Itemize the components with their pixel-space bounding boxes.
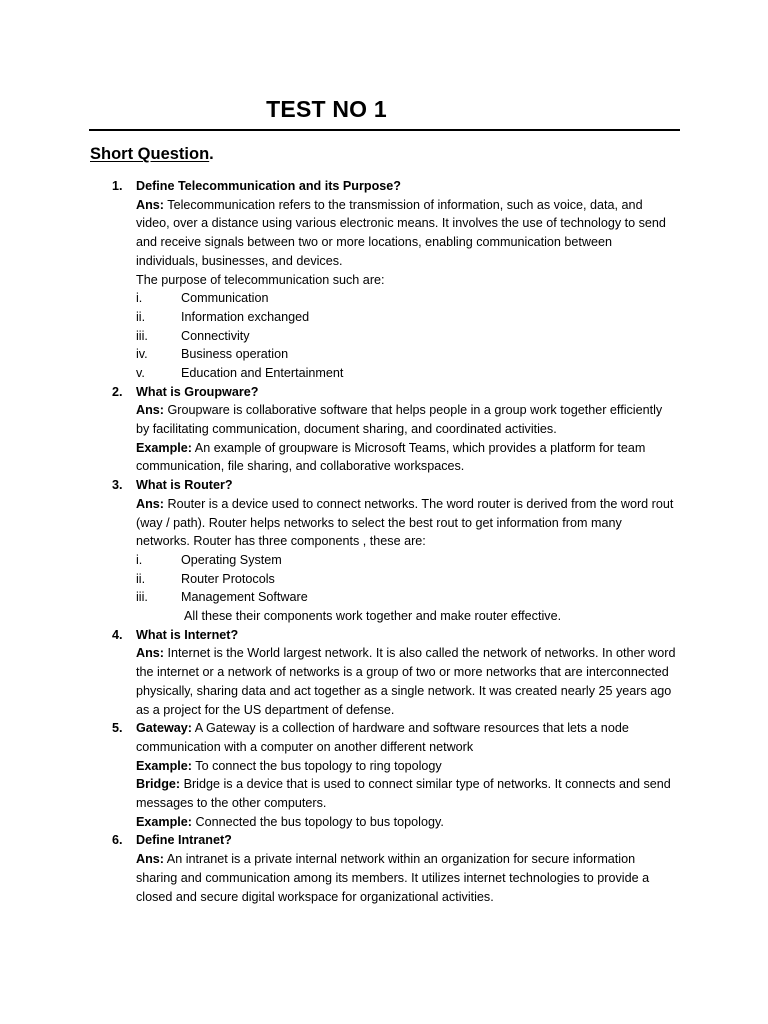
answer-label: Ans: xyxy=(136,496,164,511)
bridge-label: Bridge: xyxy=(136,777,181,792)
list-item xyxy=(112,588,677,607)
list-item xyxy=(112,364,677,383)
list-text: Router Protocols xyxy=(181,571,275,586)
question-title: Define Intranet? xyxy=(136,833,232,848)
question-title-text: A Gateway is a collection of hardware and software resources that lets a node communication with a computer on another different network xyxy=(136,721,629,754)
list-numeral: iv. xyxy=(136,347,148,362)
list-item xyxy=(112,308,677,327)
list-text: Communication xyxy=(181,291,269,306)
question-3 xyxy=(112,476,677,626)
example xyxy=(112,439,677,476)
list-item xyxy=(112,551,677,570)
example-text: Connected the bus topology to bus topology. xyxy=(192,814,444,829)
question-2 xyxy=(112,383,677,477)
list-numeral: ii. xyxy=(136,309,146,324)
answer xyxy=(112,850,677,906)
list-numeral: i. xyxy=(136,291,143,306)
list-item xyxy=(112,289,677,308)
answer-text: Telecommunication refers to the transmission of information, such as voice, data, and video, over a distance using various electronic means. It involves the use of technology to send and receive signals between two or more locations, enabling communication between individuals, businesses, and devices. xyxy=(136,197,666,268)
answer-label: Ans: xyxy=(136,403,164,418)
page-title: TEST NO 1 xyxy=(266,96,387,122)
question-title: Gateway: xyxy=(136,721,192,736)
answer-text: Router is a device used to connect networks. The word router is derived from the word rout (way / path). Router helps networks to select the best rout to get information from many networks. Router has three components , these are: xyxy=(136,496,674,549)
answer xyxy=(112,401,677,438)
question-list xyxy=(112,177,677,906)
question-number: 1. xyxy=(112,179,123,193)
bridge-text: Bridge is a device that is used to connect similar type of networks. It connects and send messages to the other computers. xyxy=(136,777,671,811)
question-title: What is Internet? xyxy=(136,627,239,642)
question-4 xyxy=(112,626,677,720)
list-numeral: v. xyxy=(136,365,145,380)
example-text: To connect the bus topology to ring topology xyxy=(192,758,442,773)
example-label: Example: xyxy=(136,814,192,829)
question-number: 6. xyxy=(112,833,123,848)
list-numeral: i. xyxy=(136,552,143,567)
list-numeral: ii. xyxy=(136,571,146,586)
example-label: Example: xyxy=(136,440,192,455)
list-text: Business operation xyxy=(181,347,289,362)
question-title: What is Router? xyxy=(136,478,233,493)
answer-label: Ans: xyxy=(136,646,164,661)
answer xyxy=(112,196,677,271)
list-text: Information exchanged xyxy=(181,309,310,324)
question-title: Define Telecommunication and its Purpose? xyxy=(136,179,401,193)
list-intro: The purpose of telecommunication such are: xyxy=(136,272,385,287)
answer xyxy=(112,495,677,551)
example-label: Example: xyxy=(136,758,192,773)
question-number: 5. xyxy=(112,721,123,736)
answer-text: Internet is the World largest network. It is also called the network of networks. In other word the internet or a network of networks is a group of two or more networks that are interconnected physically, sharing data and act together as a single network. It was created nearly 25 years ago as a project for the US department of defense. xyxy=(136,646,676,717)
title-divider xyxy=(89,129,680,131)
section-heading-text: Short Question xyxy=(90,145,210,163)
list-text: Education and Entertainment xyxy=(181,365,344,380)
list-item xyxy=(112,327,677,346)
list-text: Management Software xyxy=(181,590,308,605)
example xyxy=(112,757,677,776)
example xyxy=(112,813,677,832)
list-text: Connectivity xyxy=(181,328,250,343)
bridge-definition xyxy=(112,775,677,812)
question-title: What is Groupware? xyxy=(136,384,259,399)
question-number: 2. xyxy=(112,384,123,399)
list-item xyxy=(112,345,677,364)
question-5 xyxy=(112,719,677,831)
answer xyxy=(112,644,677,719)
example-text: An example of groupware is Microsoft Teams, which provides a platform for team communication, file sharing, and collaborative workspaces. xyxy=(136,440,646,474)
list-item xyxy=(112,570,677,589)
list-numeral: iii. xyxy=(136,590,148,605)
answer-label: Ans: xyxy=(136,852,164,867)
question-1 xyxy=(112,177,677,383)
section-heading-period: . xyxy=(209,145,214,163)
answer-text: An intranet is a private internal network within an organization for secure information sharing and communication among its members. It utilizes internet technologies to provide a closed and secure digital workspace for organizational activities. xyxy=(136,852,650,904)
answer-text: Groupware is collaborative software that helps people in a group work together efficiently by facilitating communication, document sharing, and coordinated activities. xyxy=(136,403,663,437)
question-6 xyxy=(112,831,677,906)
answer-label: Ans: xyxy=(136,197,164,212)
list-summary: All these their components work together and make router effective. xyxy=(184,609,562,624)
list-text: Operating System xyxy=(181,552,282,567)
question-number: 3. xyxy=(112,478,123,493)
section-heading xyxy=(90,145,214,164)
question-number: 4. xyxy=(112,627,123,642)
list-numeral: iii. xyxy=(136,328,148,343)
